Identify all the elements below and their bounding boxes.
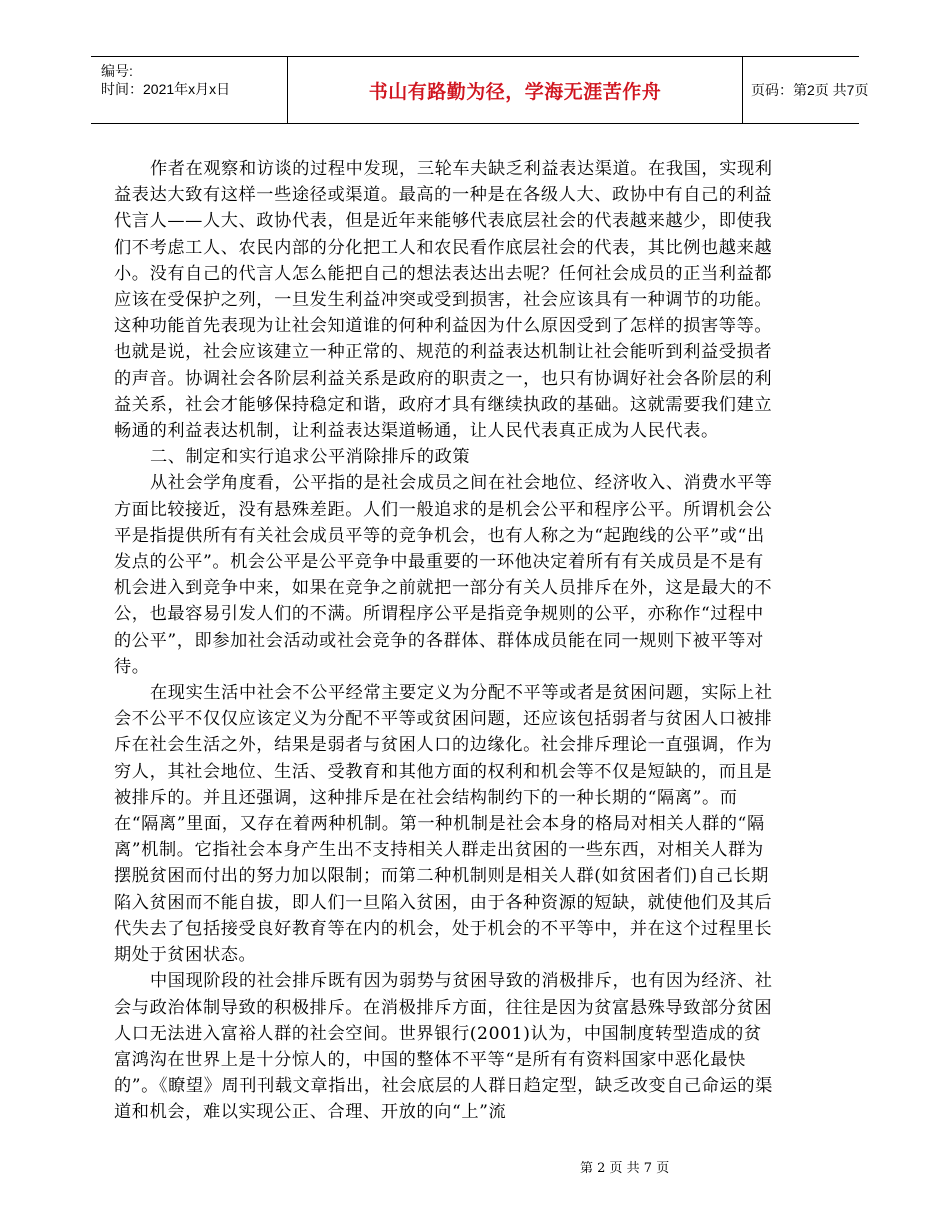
- page-header: [91, 56, 869, 124]
- paragraph-interest-expression: 作者在观察和访谈的过程中发现，三轮车夫缺乏利益表达渠道。在我国，实现利益表达大致有这样一些途径或渠道。最高的一种是在各级人大、政协中有自己的利益代言人——人大、政协代表，但是近年来能够代表底层社会的代表越来越少，即使我们不考虑工人、农民内部的分化把工人和农民看作底层社会的代表，其比例也越来越小。没有自己的代言人怎么能把自己的想法表达出去呢？任何社会成员的正当利益都应该在受保护之列，一旦发生利益冲突或受到损害，社会应该具有一种调节的功能。这种功能首先表现为让社会知道谁的何种利益因为什么原因受到了怎样的损害等等。也就是说，社会应该建立一种正常的、规范的利益表达机制让社会能听到利益受损者的声音。协调社会各阶层利益关系是政府的职责之一，也只有协调好社会各阶层的利益关系，社会才能够保持稳定和谐，政府才具有继续执政的基础。这就需要我们建立畅通的利益表达机制，让利益表达渠道畅通，让人民代表真正成为人民代表。: [114, 159, 773, 442]
- paragraph-china-exclusion: 中国现阶段的社会排斥既有因为弱势与贫困导致的消极排斥，也有因为经济、社会与政治体制导致的积极排斥。在消极排斥方面，往往是因为贫富悬殊导致部分贫困人口无法进入富裕人群的社会空间。世界银行(2001)认为，中国制度转型造成的贫富鸿沟在世界上是十分惊人的，中国的整体不平等“是所有有资料国家中恶化最快的”。《瞭望》周刊刊载文章指出，社会底层的人群日趋定型，缺乏改变自己命运的渠道和机会，难以实现公正、合理、开放的向“上”流: [114, 971, 773, 1123]
- paragraph-social-exclusion: 在现实生活中社会不公平经常主要定义为分配不平等或者是贫困问题，实际上社会不公平不仅仅应该定义为分配不平等或贫困问题，还应该包括弱者与贫困人口被排斥在社会生活之外，结果是弱者与贫困人口的边缘化。社会排斥理论一直强调，作为穷人，其社会地位、生活、受教育和其他方面的权利和机会等不仅是短缺的，而且是被排斥的。并且还强调，这种排斥是在社会结构制约下的一种长期的“隔离”。而在“隔离”里面，又存在着两种机制。第一种机制是社会本身的格局对相关人群的“隔离”机制。它指社会本身产生出不支持相关人群走出贫困的一些东西，对相关人群为摆脱贫困而付出的努力加以限制；而第二种机制则是相关人群(如贫困者们)自己长期陷入贫困而不能自拔，即人们一旦陷入贫困，由于各种资源的短缺，就使他们及其后代失去了包括接受良好教育等在内的机会，处于机会的不平等中，并在这个过程里长期处于贫困状态。: [114, 683, 773, 966]
- header-meta: [91, 57, 287, 123]
- header-motto: 书山有路勤为径，学海无涯苦作舟: [287, 57, 743, 123]
- paragraph-fairness-definition: 从社会学角度看，公平指的是社会成员之间在社会地位、经济收入、消费水平等方面比较接近，没有悬殊差距。人们一般追求的是机会公平和程序公平。所谓机会公平是指提供所有有关社会成员平等的竞争机会，也有人称之为“起跑线的公平”或“出发点的公平”。机会公平是公平竞争中最重要的一环他决定着所有有关成员是不是有机会进入到竞争中来，如果在竞争之前就把一部分有关人员排斥在外，这是最大的不公，也最容易引发人们的不满。所谓程序公平是指竞争规则的公平，亦称作“过程中的公平”，即参加社会活动或社会竞争的各群体、群体成员能在同一规则下被平等对待。: [114, 473, 773, 677]
- document-body: [114, 156, 774, 1126]
- document-time-label: 时间：2021年x月x日: [101, 81, 231, 97]
- section-heading: 二、制定和实行追求公平消除排斥的政策: [150, 447, 471, 468]
- page-footer: 第 2 页 共 7 页: [580, 1161, 670, 1176]
- header-page-info: 页码：第2页 共7页: [751, 82, 869, 98]
- document-number-label: 编号:: [101, 63, 133, 79]
